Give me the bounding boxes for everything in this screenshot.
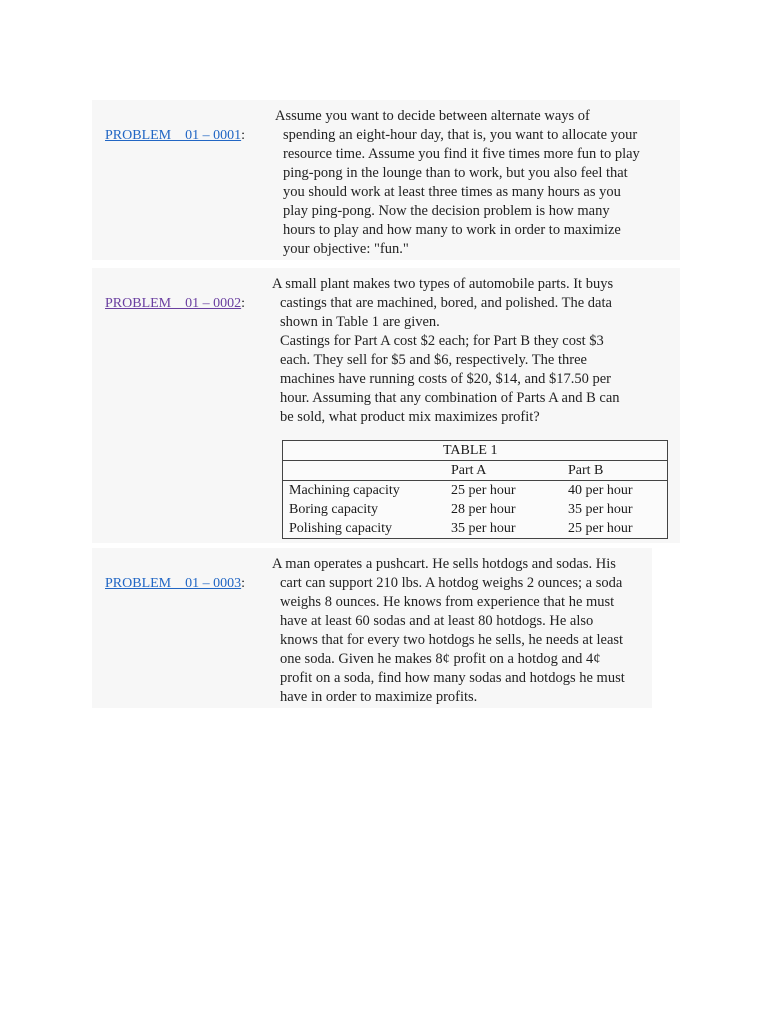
problem-text-line: spending an eight-hour day, that is, you want to allocate your (283, 127, 638, 143)
problem-text-line: weighs 8 ounces. He knows from experience that he must (280, 594, 615, 610)
problem-text-line: knows that for every two hotdogs he sells, he needs at least (280, 632, 624, 648)
problem-link-0003[interactable] (98, 555, 245, 593)
problem-id-link[interactable]: PROBLEM 01 – 0003 (105, 576, 242, 591)
problem-text-line: play ping-pong. Now the decision problem is how many (283, 203, 610, 219)
table-cell: Boring capacity (283, 500, 446, 519)
problem-text-line: you should work at least three times as many hours as you (283, 184, 621, 200)
table-caption-row (283, 441, 668, 461)
problem-id-link[interactable]: PROBLEM 01 – 0001 (105, 128, 242, 143)
problem-text-0001 (275, 107, 640, 259)
colon: : (241, 296, 246, 311)
table-row (283, 500, 668, 519)
table-header-cell: Part B (562, 461, 668, 481)
colon: : (241, 128, 246, 143)
table-cell: Polishing capacity (283, 519, 446, 539)
problem-link-0001[interactable] (98, 107, 245, 145)
problem-text-line: machines have running costs of $20, $14, and $17.50 per (280, 371, 612, 387)
problem-text-line: profit on a soda, find how many sodas and hotdogs he must (280, 670, 625, 686)
problem-text-line: Castings for Part A cost $2 each; for Part B they cost $3 (280, 333, 604, 349)
table-header-cell (283, 461, 446, 481)
problem-text-line: one soda. Given he makes 8¢ profit on a hotdog and 4¢ (280, 651, 601, 667)
problem-text-line: have in order to maximize profits. (280, 689, 478, 705)
table-row (283, 519, 668, 539)
problem-text-line: castings that are machined, bored, and polished. The data (280, 295, 612, 311)
problem-text-line: resource time. Assume you find it five times more fun to play (283, 146, 640, 162)
table-cell: Machining capacity (283, 481, 446, 501)
problem-text-line: ping-pong in the lounge than to work, but you also feel that (283, 165, 628, 181)
table-cell: 25 per hour (451, 483, 516, 498)
problem-link-0002[interactable] (98, 275, 245, 313)
problem-id-link[interactable]: PROBLEM 01 – 0002 (105, 296, 242, 311)
problem-text-line: A small plant makes two types of automobile parts. It buys (272, 276, 614, 292)
problem-text-0002 (272, 275, 620, 427)
problem-text-line: have at least 60 sodas and at least 80 hotdogs. He also (280, 613, 594, 629)
colon: : (241, 576, 246, 591)
table-header-row (283, 461, 668, 481)
table-cell: 25 per hour (562, 519, 668, 539)
problem-text-line: hour. Assuming that any combination of Parts A and B can (280, 390, 620, 406)
table-header-cell: Part A (445, 461, 562, 481)
table-cell: 35 per hour (445, 519, 562, 539)
table-cell: 40 per hour (562, 481, 668, 501)
problem-text-line: your objective: "fun." (283, 241, 409, 257)
problem-text-line: shown in Table 1 are given. (280, 314, 440, 330)
table-cell: 28 per hour (451, 502, 516, 517)
problem-text-line: A man operates a pushcart. He sells hotdogs and sodas. His (272, 556, 616, 572)
data-table (282, 440, 668, 539)
problem-text-0003 (272, 555, 625, 707)
table-cell: 35 per hour (562, 500, 668, 519)
problem-text-line: each. They sell for $5 and $6, respectively. The three (280, 352, 587, 368)
problem-text-line: be sold, what product mix maximizes profit? (280, 409, 540, 425)
problem-text-line: Assume you want to decide between alternate ways of (275, 108, 590, 124)
problem-text-line: hours to play and how many to work in order to maximize (283, 222, 621, 238)
table-caption: TABLE 1 (283, 441, 668, 461)
table-row (283, 481, 668, 501)
problem-text-line: cart can support 210 lbs. A hotdog weighs 2 ounces; a soda (280, 575, 623, 591)
